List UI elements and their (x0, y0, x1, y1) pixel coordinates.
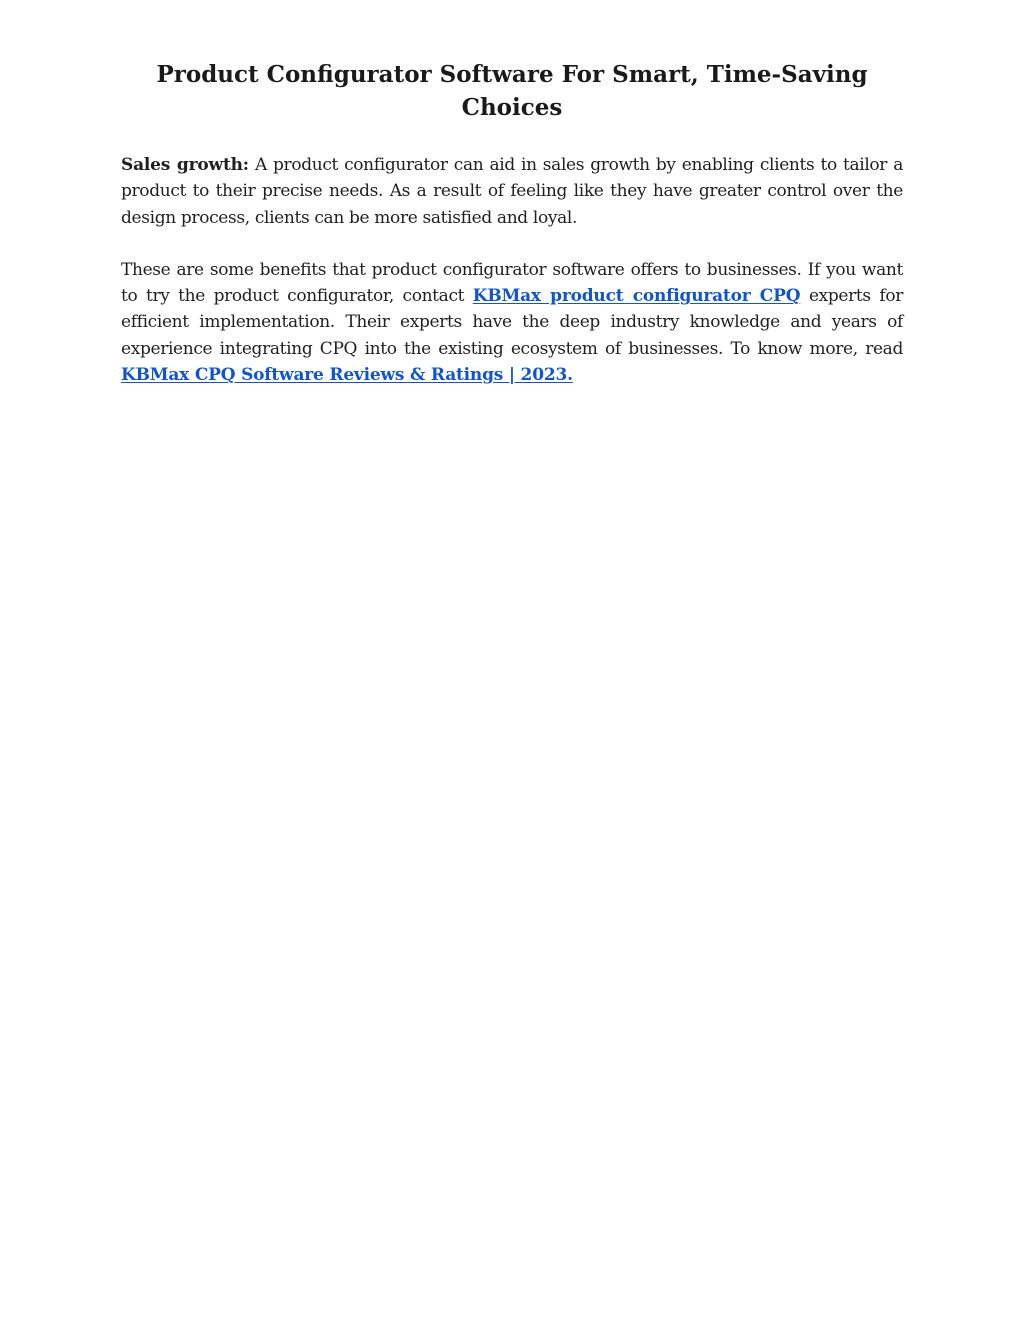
page-title: Product Configurator Software For Smart, Time-Saving Choices (156, 61, 868, 121)
benefits-text-start: These are some benefits that product configurator software offers to businesses. If you want to try the product configurator, contact (121, 259, 903, 307)
kbmax-reviews-link[interactable]: KBMax CPQ Software Reviews & Ratings | 2023. (121, 365, 573, 386)
benefits-paragraph (121, 257, 903, 388)
sales-growth-lead: Sales growth: (121, 155, 249, 175)
kbmax-configurator-link[interactable]: KBMax product configurator CPQ (472, 286, 801, 307)
benefits-text-middle: experts for efficient implementation. Their experts have the deep industry knowledge and years of experience integrating CPQ into the existing ecosystem of businesses. To know more, read (121, 286, 904, 359)
sales-growth-text: A product configurator can aid in sales growth by enabling clients to tailor a product to their precise needs. As a result of feeling like they have greater control over the design process, clients can be more satisfied and loyal. (121, 155, 903, 228)
document-body (121, 58, 903, 388)
sales-growth-paragraph (121, 152, 903, 231)
